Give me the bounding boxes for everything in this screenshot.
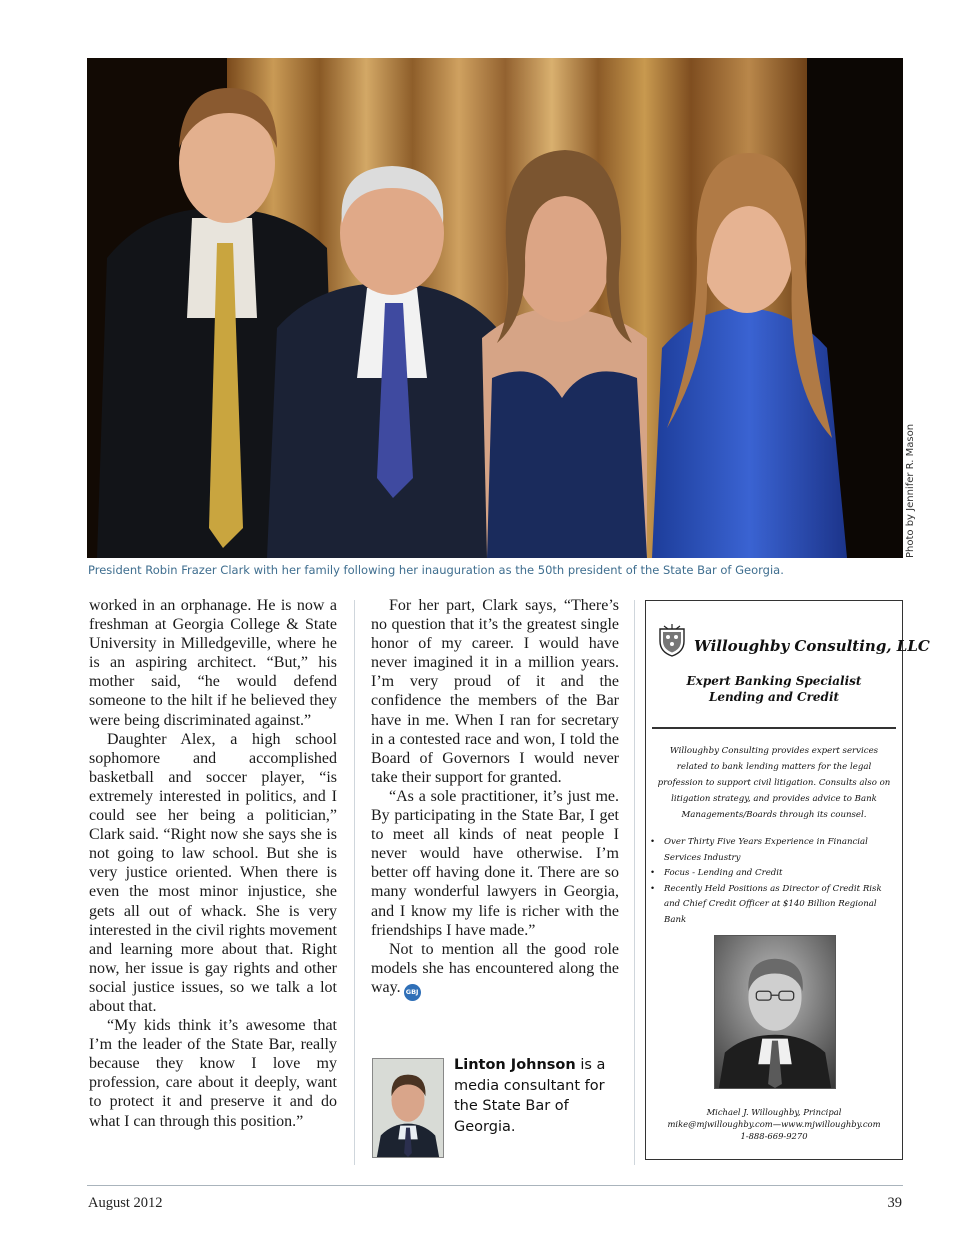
list-item: • Over Thirty Five Years Experience in Financial Services Industry xyxy=(650,835,898,866)
ad-specialty-line: Lending and Credit xyxy=(708,690,840,704)
gbj-end-mark-icon: GBJ xyxy=(404,984,421,1001)
crest-logo-icon xyxy=(655,623,689,657)
ad-description: Willoughby Consulting provides expert services related to bank lending matters for the legal profession to support civil litigation. Consults also on litigation strategy, and provides advice to Bank Managements/Boards through its counsel. xyxy=(657,746,891,820)
paragraph: “As a sole practitioner, it’s just me. By participating in the State Bar, I get to meet all kinds of neat people I never would have otherwise. I’m better off having done it. There are so many wonderful lawyers in Georgia, and I know my life is richer with the friendships I have made.” xyxy=(371,787,619,939)
photo-credit: Photo by Jennifer R. Mason xyxy=(905,423,916,558)
ad-bullet-list xyxy=(650,835,898,928)
paragraph: For her part, Clark says, “There’s no question that it’s the greatest single honor of my career. I would have never imagined it in a million years. I’m very proud of it and the confidence the members of the Bar have in me. When I ran for secretary in a contested race and won, I told the Board of Governors I would never take their support for granted. xyxy=(371,597,619,786)
article-column-1 xyxy=(89,596,337,1131)
ad-divider xyxy=(652,727,896,729)
paragraph xyxy=(371,940,619,1001)
author-box xyxy=(372,1055,622,1160)
advertisement xyxy=(645,600,930,1160)
article-column-2 xyxy=(371,596,619,1001)
family-photo xyxy=(87,58,903,558)
ad-specialty-line: Expert Banking Specialist xyxy=(686,674,862,688)
list-item: • Focus - Lending and Credit xyxy=(650,866,898,882)
ad-contact xyxy=(646,1106,902,1142)
column-divider xyxy=(354,600,355,1165)
ad-portrait xyxy=(714,935,836,1089)
photo-caption: President Robin Frazer Clark with her family following her inauguration as the 50th president of the State Bar of Georgia. xyxy=(88,563,784,577)
ad-specialty xyxy=(646,673,902,705)
paragraph-text: Not to mention all the good role models she has encountered along the way. xyxy=(371,940,619,996)
ad-contact-phone: 1-888-669-9270 xyxy=(740,1131,808,1141)
paragraph: “My kids think it’s awesome that I’m the leader of the State Bar, really because they know I love my profession, care about it deeply, want to protect it and preserve it and do what I can through this position.” xyxy=(89,1017,337,1130)
column-divider xyxy=(634,600,635,1165)
issue-date: August 2012 xyxy=(88,1195,163,1211)
author-headshot xyxy=(372,1058,444,1158)
ad-contact-name: Michael J. Willoughby, Principal xyxy=(706,1107,842,1117)
author-name: Linton Johnson xyxy=(454,1057,576,1073)
paragraph: Daughter Alex, a high school sophomore and accomplished basketball and soccer player, “is extremely interested in politics, and I could see her being a politician,” Clark said. “Right now she says she is not going to law school. But she is very justice oriented. When there is even the most minor injustice, she gets all out of whack. She is very interested in the civil rights movement and learning more about that. Right now, her issue is gay rights and other social justice issues, so we talk a lot about that. xyxy=(89,730,337,1015)
page-number: 39 xyxy=(887,1195,902,1211)
ad-contact-web: mike@mjwilloughby.com—www.mjwilloughby.com xyxy=(667,1119,881,1129)
author-description: is a media consultant for the State Bar of Georgia. xyxy=(454,1057,606,1135)
author-bio xyxy=(454,1055,624,1137)
list-item: • Recently Held Positions as Director of Credit Risk and Chief Credit Officer at $140 Billion Regional Bank xyxy=(650,882,898,929)
ad-company-name: Willoughby Consulting, LLC xyxy=(694,637,930,655)
paragraph: worked in an orphanage. He is now a freshman at Georgia College & State University in Milledgeville, where he is an aspiring architect. “But,” his mother said, “he would defend someone to the hilt if he believed they were being discriminated against.” xyxy=(89,597,337,729)
footer-divider xyxy=(87,1185,903,1186)
